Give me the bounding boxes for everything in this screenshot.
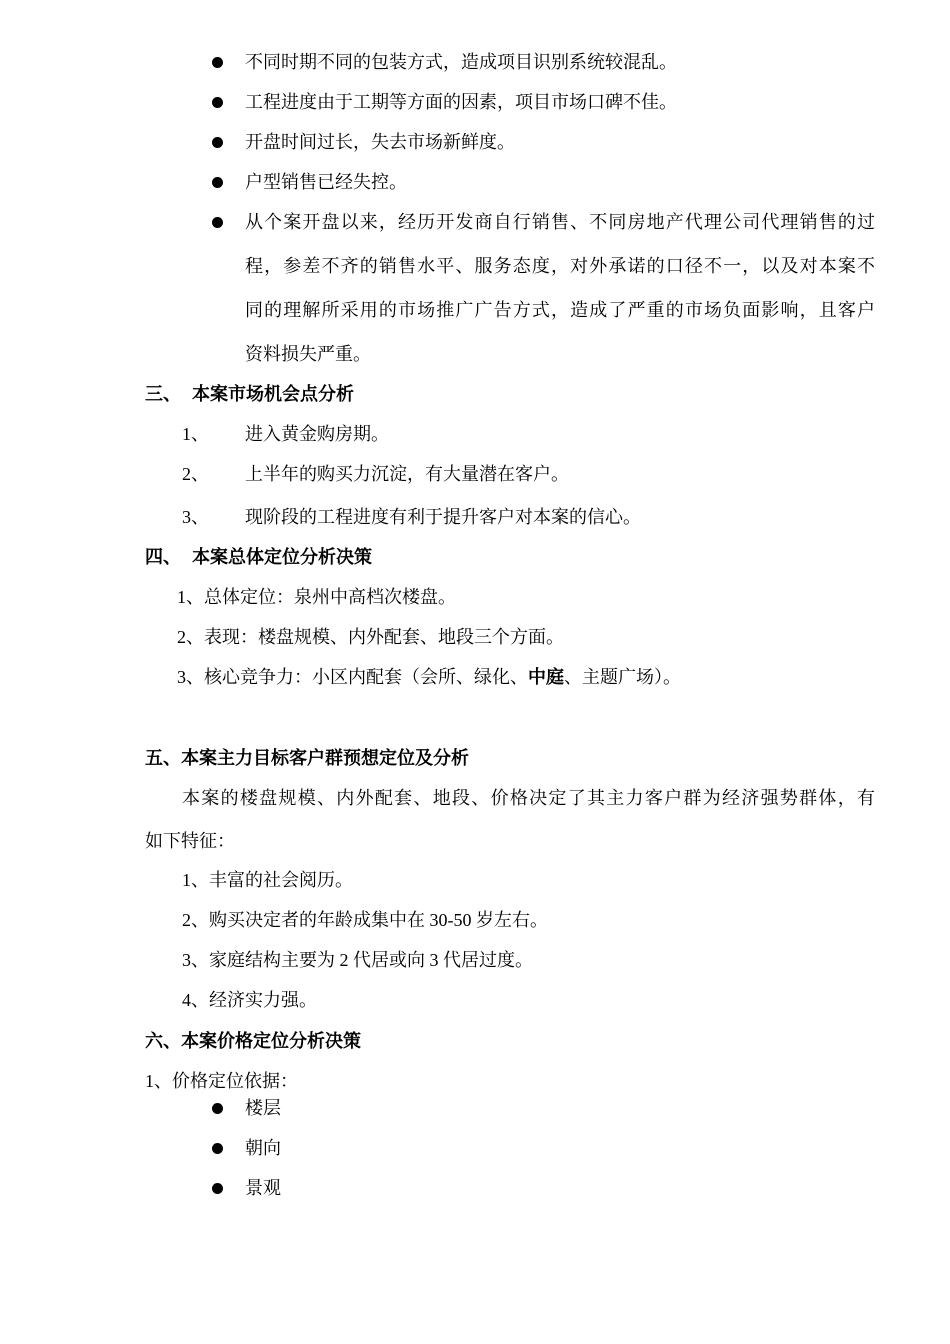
section-3-item-number: 1、 <box>182 424 209 444</box>
section-5-title: 五、本案主力目标客户群预想定位及分析 <box>145 748 469 768</box>
section-5-item: 2、购买决定者的年龄成集中在 30-50 岁左右。 <box>182 910 548 930</box>
section-4-item-3 <box>177 665 681 689</box>
section-4-item-1: 1、总体定位：泉州中高档次楼盘。 <box>177 587 456 607</box>
section-3-number: 三、 <box>145 384 181 404</box>
section-5-item: 3、家庭结构主要为 2 代居或向 3 代居过度。 <box>182 950 533 970</box>
section-4-item-3-bold: 中庭 <box>528 667 564 687</box>
section-6-title: 六、本案价格定位分析决策 <box>145 1031 361 1051</box>
section-5-item: 4、经济实力强。 <box>182 990 317 1010</box>
section-4-number: 四、 <box>145 547 181 567</box>
section-6-subheading: 1、价格定位依据： <box>145 1071 298 1091</box>
section-6-bullet-text: 朝向 <box>245 1138 281 1158</box>
section-4-title: 本案总体定位分析决策 <box>192 547 372 567</box>
section-5-paragraph-line-2: 如下特征： <box>145 831 235 851</box>
section-4-item-3-prefix: 3、核心竞争力：小区内配套（会所、绿化、 <box>177 667 528 687</box>
bullet-dot-icon <box>212 137 223 148</box>
bullet-long-line-4: 资料损失严重。 <box>245 344 371 364</box>
bullet-dot-icon <box>212 217 223 228</box>
bullet-long-line-2: 程，参差不齐的销售水平、服务态度，对外承诺的口径不一，以及对本案不 <box>245 256 875 276</box>
bullet-dot-icon <box>212 97 223 108</box>
bullet-dot-icon <box>212 1183 223 1194</box>
bullet-text: 户型销售已经失控。 <box>245 172 407 192</box>
section-3-title: 本案市场机会点分析 <box>192 384 354 404</box>
section-5-paragraph-line-1: 本案的楼盘规模、内外配套、地段、价格决定了其主力客户群为经济强势群体，有 <box>182 788 875 808</box>
bullet-dot-icon <box>212 57 223 68</box>
bullet-long-line-3: 同的理解所采用的市场推广广告方式，造成了严重的市场负面影响，且客户 <box>245 300 875 320</box>
bullet-text: 开盘时间过长，失去市场新鲜度。 <box>245 132 515 152</box>
section-3-item-text: 现阶段的工程进度有利于提升客户对本案的信心。 <box>245 507 641 527</box>
section-4-item-3-suffix: 、主题广场）。 <box>564 667 681 687</box>
bullet-text: 不同时期不同的包装方式，造成项目识别系统较混乱。 <box>245 52 677 72</box>
bullet-long-line-1: 从个案开盘以来，经历开发商自行销售、不同房地产代理公司代理销售的过 <box>245 212 875 232</box>
bullet-dot-icon <box>212 177 223 188</box>
section-6-bullet-text: 景观 <box>245 1178 281 1198</box>
bullet-dot-icon <box>212 1143 223 1154</box>
section-3-item-text: 上半年的购买力沉淀，有大量潜在客户。 <box>245 464 569 484</box>
section-3-item-number: 3、 <box>182 507 209 527</box>
section-3-item-number: 2、 <box>182 464 209 484</box>
section-4-item-2: 2、表现：楼盘规模、内外配套、地段三个方面。 <box>177 627 564 647</box>
section-5-item: 1、丰富的社会阅历。 <box>182 870 353 890</box>
section-3-item-text: 进入黄金购房期。 <box>245 424 389 444</box>
section-6-bullet-text: 楼层 <box>245 1098 281 1118</box>
bullet-dot-icon <box>212 1103 223 1114</box>
bullet-text: 工程进度由于工期等方面的因素，项目市场口碑不佳。 <box>245 92 677 112</box>
